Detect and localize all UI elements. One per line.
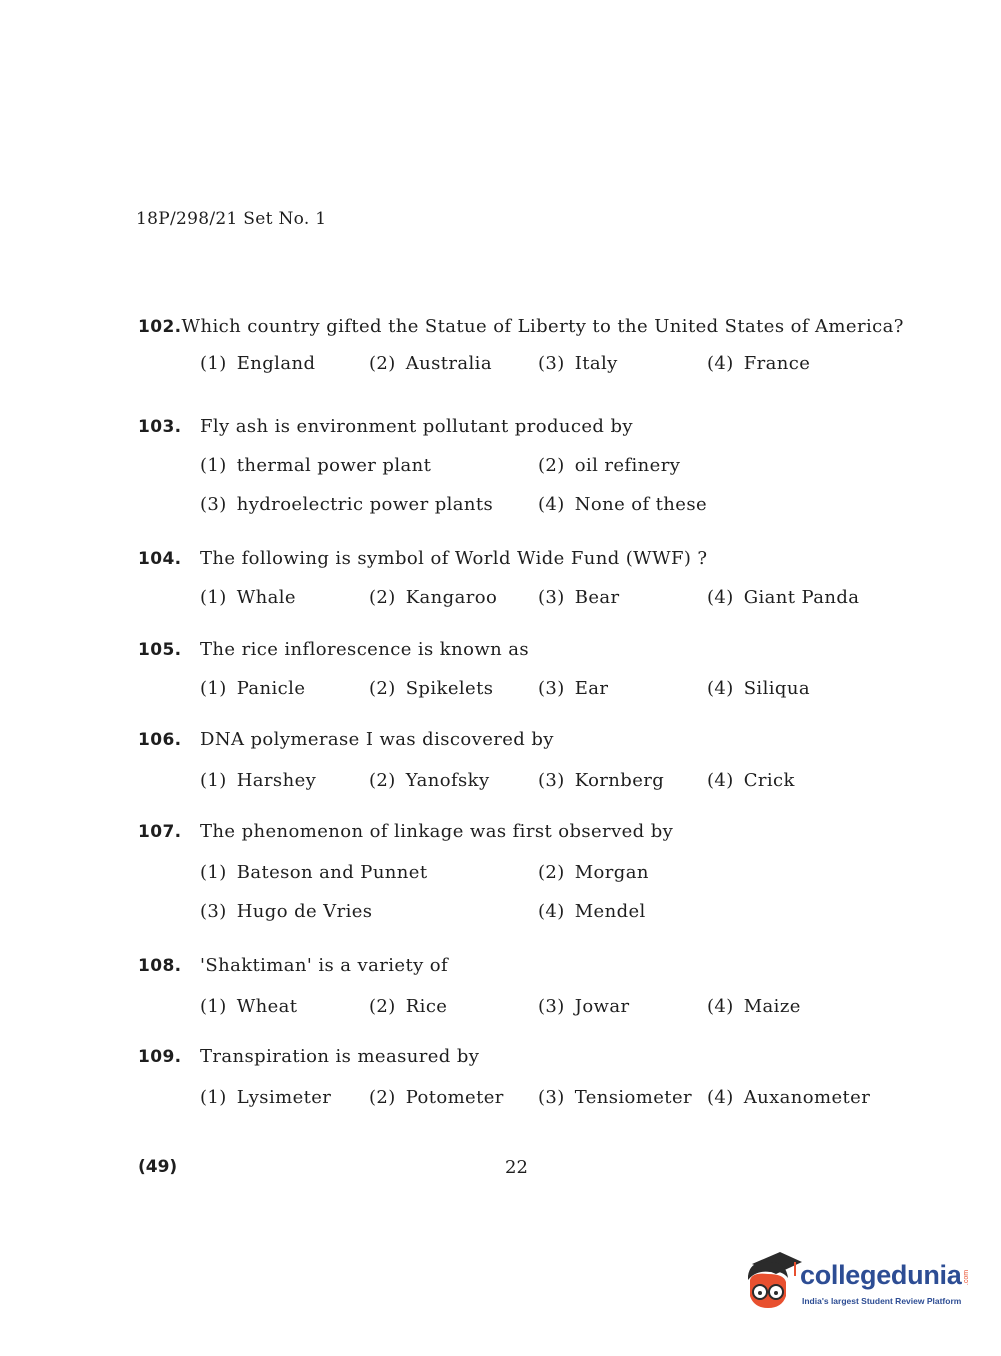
option-3: (3) Bear [538,587,620,608]
question-text: 'Shaktiman' is a variety of [200,955,449,976]
logo-domain: .com [963,1269,971,1286]
question-102 [138,316,904,374]
option-3: (3) Hugo de Vries [200,901,373,922]
option-3: (3) Jowar [538,996,630,1017]
option-4: (4) Maize [707,996,801,1017]
question-number: 104. [138,549,182,569]
question-number: 105. [138,640,182,660]
option-1: (1) Lysimeter [200,1087,332,1108]
option-1: (1) Whale [200,587,296,608]
question-number: 108. [138,956,182,976]
option-2: (2) Potometer [369,1087,504,1108]
logo-tagline: India's largest Student Review Platform [802,1296,962,1306]
question-number: 102. [138,317,182,337]
option-2: (2) Morgan [538,862,649,883]
booklet-code: (49) [138,1157,178,1177]
question-number: 109. [138,1047,182,1067]
question-text: DNA polymerase I was discovered by [200,729,554,750]
question-104 [138,548,898,608]
question-text: Which country gifted the Statue of Liberty to the United States of America? [181,316,904,337]
question-text: The rice inflorescence is known as [200,639,530,660]
option-3: (3) Ear [538,678,609,699]
paper-code: 18P/298/21 Set No. 1 [136,209,327,229]
option-2: (2) Spikelets [369,678,494,699]
option-1: (1) Wheat [200,996,298,1017]
option-4: (4) Mendel [538,901,646,922]
option-2: (2) Kangaroo [369,587,498,608]
question-103 [138,416,898,515]
option-1: (1) England [200,353,316,374]
question-105 [138,639,898,699]
question-107 [138,821,898,922]
collegedunia-logo [742,1250,972,1320]
option-4: (4) France [707,353,811,374]
option-4: (4) Siliqua [707,678,810,699]
question-text: The following is symbol of World Wide Fund (WWF) ? [200,548,708,569]
option-2: (2) Australia [369,353,492,374]
question-number: 103. [138,417,182,437]
mascot-icon [742,1250,802,1312]
option-2: (2) Rice [369,996,448,1017]
option-1: (1) Panicle [200,678,306,699]
logo-wordmark: collegedunia [800,1260,962,1290]
question-109 [138,1046,898,1108]
question-number: 107. [138,822,182,842]
question-number: 106. [138,730,182,750]
option-3: (3) Italy [538,353,618,374]
option-1: (1) Harshey [200,770,317,791]
question-text: Fly ash is environment pollutant produced by [200,416,633,437]
option-1: (1) thermal power plant [200,455,432,476]
option-4: (4) Auxanometer [707,1087,871,1108]
option-4: (4) Giant Panda [707,587,860,608]
option-3: (3) Kornberg [538,770,665,791]
option-2: (2) Yanofsky [369,770,490,791]
question-106 [138,729,898,791]
option-4: (4) None of these [538,494,708,515]
option-1: (1) Bateson and Punnet [200,862,428,883]
question-text: Transpiration is measured by [200,1046,480,1067]
option-2: (2) oil refinery [538,455,681,476]
question-108 [138,955,898,1017]
option-3: (3) hydroelectric power plants [200,494,494,515]
option-4: (4) Crick [707,770,795,791]
question-text: The phenomenon of linkage was first observed by [200,821,674,842]
option-3: (3) Tensiometer [538,1087,692,1108]
page-number: 22 [505,1157,528,1178]
